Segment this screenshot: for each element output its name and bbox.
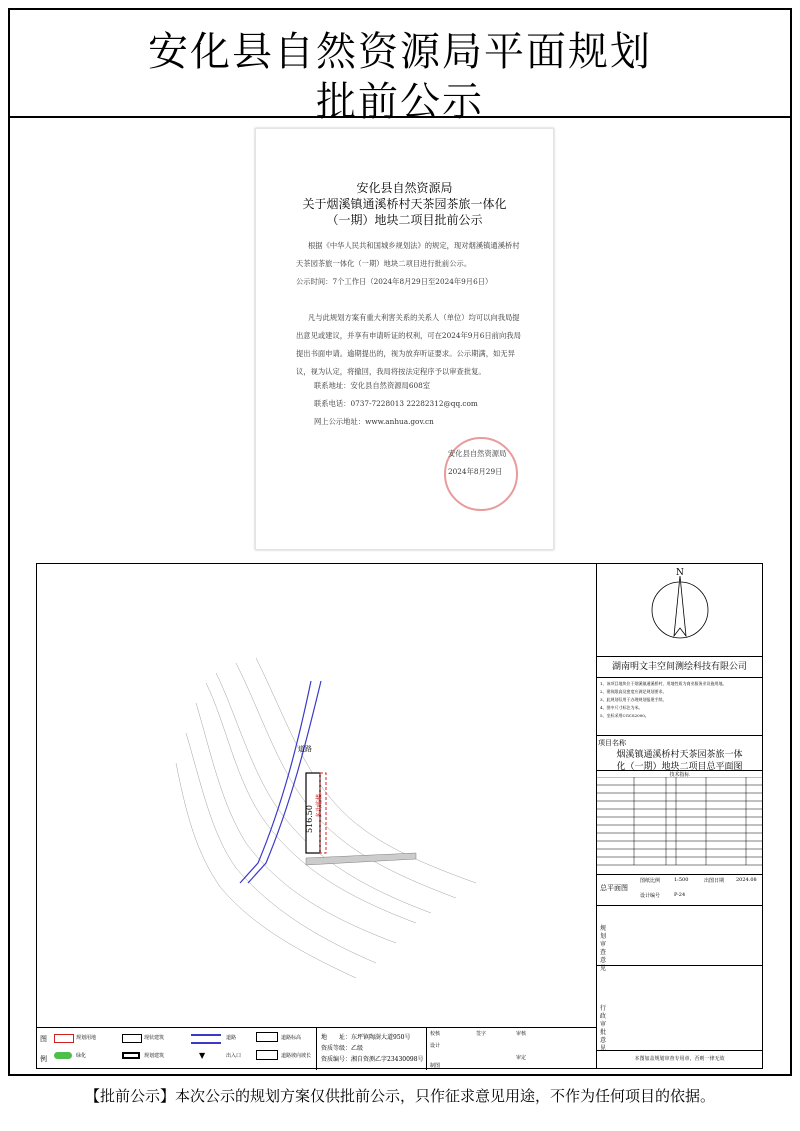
project-name-2: 化（一期）地块二项目总平面图 <box>616 762 743 772</box>
project-label: 项目名称 <box>596 735 763 748</box>
note-item: 3、此规划仅用于办理规划报建手续。 <box>600 697 667 702</box>
note-item: 5、坐标采用CGCS2000。 <box>600 713 649 718</box>
road-label: 道路 <box>298 745 312 753</box>
legend-item: 规划建筑 <box>144 1053 165 1059</box>
notice-seal-org: 安化县自然资源局 <box>448 449 507 458</box>
planned-building-icon <box>122 1052 140 1059</box>
project-name-1: 烟溪镇通溪桥村天茶园茶旅一体 <box>616 750 743 760</box>
company-name: 湖南明文丰空间测绘科技有限公司 <box>596 656 763 678</box>
legend-bar <box>36 1027 596 1069</box>
sign-cell: 审核 <box>516 1031 527 1037</box>
cert-number: 资质编号：湘自资测乙字23430098号 <box>321 1056 424 1063</box>
building-label: 多功能楼 <box>316 793 323 818</box>
footer-disclaimer: 【批前公示】本次公示的规划方案仅供批前公示，只作征求意见用途，不作为任何项目的依据。 <box>84 1087 715 1105</box>
divider <box>596 965 763 966</box>
notice-para-1: 根据《中华人民共和国城乡规划法》的规定，现对烟溪镇通溪桥村天茶园茶旅一体化（一期）地块二项目进行批前公示。 <box>296 241 520 268</box>
design-notes <box>600 680 760 720</box>
north-label: N <box>676 568 684 578</box>
site-address: 地 址：东坪镇陶澍大道950号 <box>321 1034 411 1041</box>
building-elevation: 516.50 <box>305 805 314 833</box>
slope-icon <box>256 1050 278 1060</box>
greenery-icon <box>54 1052 72 1059</box>
notice-address: 联系地址：安化县自然资源局608室 <box>314 381 431 390</box>
notice-title-1: 关于烟溪镇通溪桥村天茶园茶旅一体化 <box>302 197 507 211</box>
code-value: P-24 <box>674 892 686 898</box>
legend-item: 道路 <box>226 1035 237 1041</box>
scale-value: 1:500 <box>674 877 689 883</box>
approval-label: 行政审批意见 <box>600 1005 607 1052</box>
date-label: 出图日期 <box>704 878 725 884</box>
elevation-icon <box>256 1032 278 1042</box>
cert-grade: 资质等级：乙级 <box>321 1045 364 1052</box>
legend-item: 道路坡向坡长 <box>281 1053 312 1059</box>
stamp-note: 本图加盖规划审查专用章，否则一律无效 <box>596 1050 763 1062</box>
signature-grid <box>426 1028 597 1070</box>
drawing-name: 总平面图 <box>600 884 628 892</box>
legend-item: 出入口 <box>226 1053 242 1059</box>
divider <box>316 1028 317 1070</box>
notice-document <box>255 128 554 550</box>
sign-cell: 签字 <box>476 1031 487 1037</box>
notice-web: 网上公示地址：www.anhua.gov.cn <box>314 417 434 426</box>
notice-para-2: 凡与此规划方案有重大利害关系的关系人（单位）均可以向我局提出意见或建议，并享有申请听证的权利，可在2024年9月6日前向我局提出书面申请。逾期提出的，视为放弃听证要求。公示期满，如无异议，视为认定，将撤回，我局将按法定程序予以审查批复。 <box>296 313 521 376</box>
legend-item: 道路标高 <box>281 1035 302 1041</box>
page-title: 安化县自然资源局平面规划 <box>148 29 652 75</box>
site-map <box>36 563 596 1027</box>
page-header <box>8 8 792 125</box>
north-arrow-icon <box>640 566 720 642</box>
note-item: 1、该项目地块位于烟溪镇通溪桥村，用地性质为商业服务业设施用地。 <box>600 681 727 686</box>
legend-label-2: 例 <box>40 1055 47 1063</box>
notice-title-2: （一期）地块二项目批前公示 <box>326 213 483 227</box>
drawing-info <box>596 874 763 906</box>
existing-building-icon <box>122 1034 142 1043</box>
sign-cell: 制图 <box>430 1063 441 1069</box>
page-subtitle: 批前公示 <box>316 79 484 125</box>
sign-cell: 设计 <box>430 1043 441 1049</box>
notice-period: 公示时间：7个工作日（2024年8月29日至2024年9月6日） <box>296 277 493 286</box>
code-label: 设计编号 <box>640 893 661 899</box>
legend-item: 绿化 <box>76 1053 87 1059</box>
scale-label: 图纸比例 <box>640 878 661 884</box>
entrance-icon: ▼ <box>199 1051 206 1060</box>
legend-label-1: 图 <box>40 1035 47 1043</box>
date-value: 2024.08 <box>736 877 757 883</box>
notice-phone: 联系电话：0737-7228013 22282312@qq.com <box>314 399 478 408</box>
note-item: 2、建筑限高及密度应满足规划要求。 <box>600 689 667 694</box>
review-label: 规划审查意见 <box>600 925 607 972</box>
road-icon <box>191 1034 221 1044</box>
note-item: 4、图中尺寸标注为米。 <box>600 705 643 710</box>
tech-table <box>596 777 763 873</box>
legend-item: 现状建筑 <box>144 1035 165 1041</box>
sign-cell: 校核 <box>430 1031 441 1037</box>
planned-land-icon <box>54 1034 74 1043</box>
sign-cell: 审定 <box>516 1055 527 1061</box>
notice-date: 2024年8月29日 <box>448 467 503 476</box>
notice-org: 安化县自然资源局 <box>356 181 453 195</box>
tech-title: 技术指标 <box>596 770 763 778</box>
legend-item: 规划用地 <box>76 1035 97 1041</box>
